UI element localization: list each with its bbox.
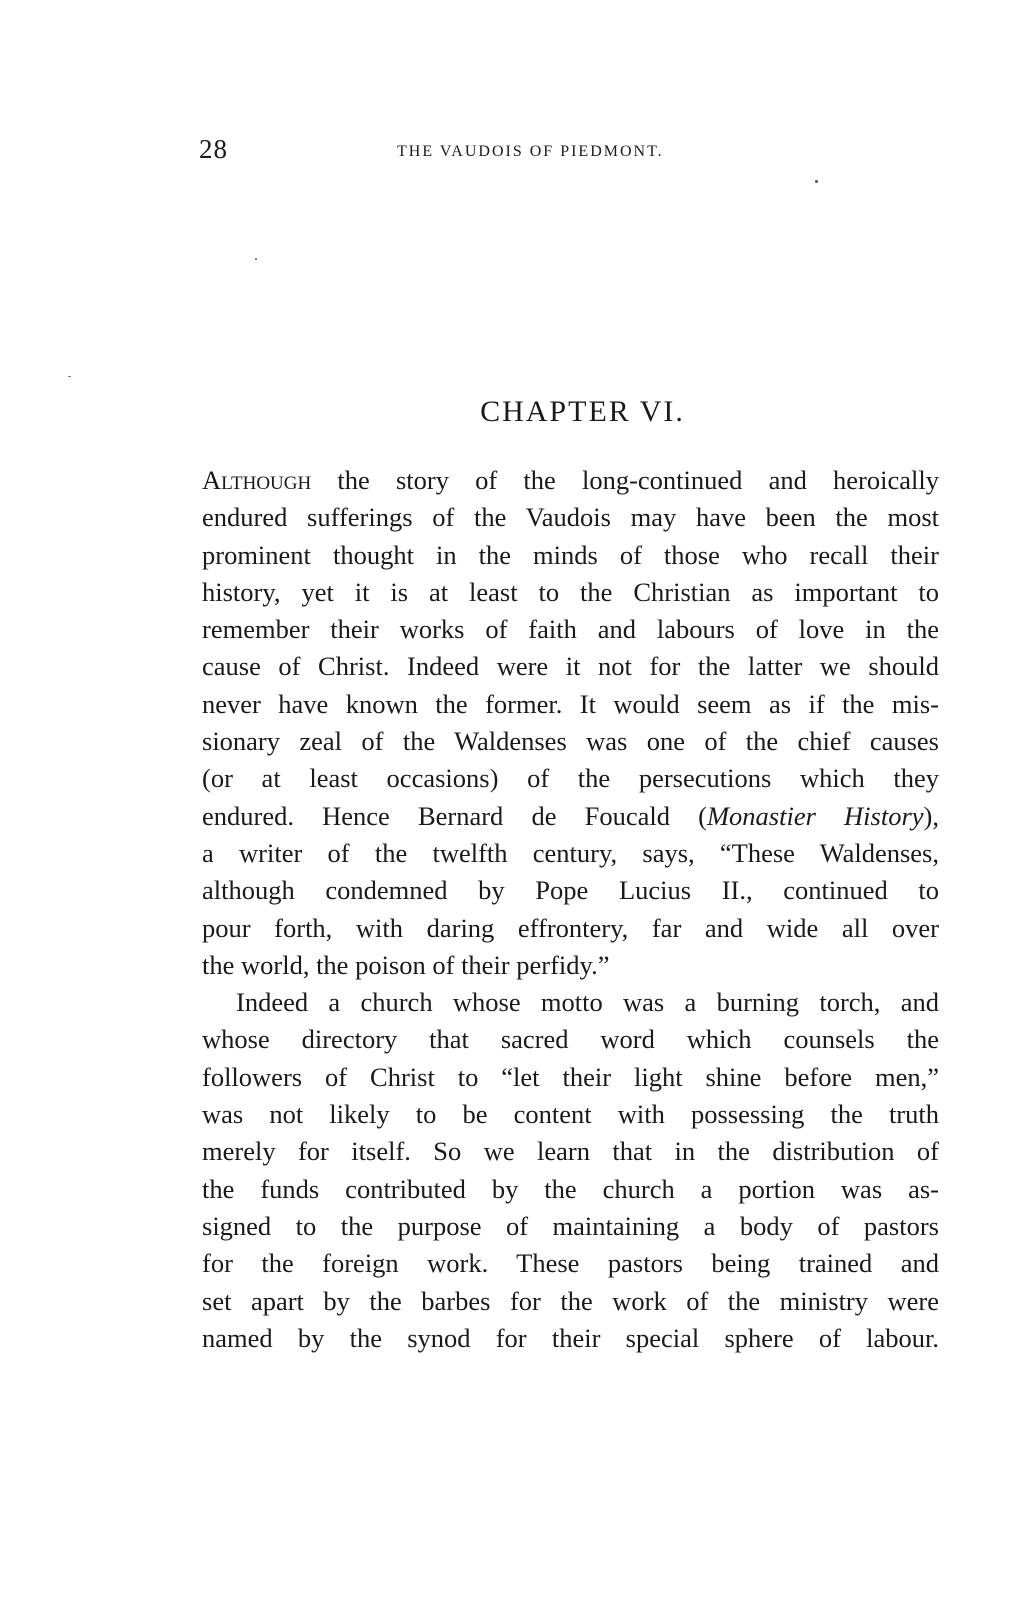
text-line: never have known the former. It would seem as if the mis- (202, 688, 939, 719)
text-line: remember their works of faith and labours of love in the (202, 614, 939, 645)
text-line: whose directory that sacred word which counsels the (202, 1024, 939, 1055)
text-line: sionary zeal of the Waldenses was one of the chief causes (202, 726, 939, 757)
text-line: set apart by the barbes for the work of the ministry were (202, 1285, 939, 1316)
text-line (202, 462, 939, 499)
text-line: named by the synod for their special sphere of labour. (202, 1322, 939, 1353)
text-line (202, 798, 939, 835)
text-line: prominent thought in the minds of those who recall their (202, 539, 939, 570)
text-line-fragment: the story of the long-continued and heroically (311, 465, 939, 495)
text-line: merely for itself. So we learn that in the distribution of (202, 1136, 939, 1167)
text-line: (or at least occasions) of the persecutions which they (202, 763, 939, 794)
text-line: cause of Christ. Indeed were it not for the latter we should (202, 651, 939, 682)
text-line: Indeed a church whose motto was a burning torch, and (236, 987, 939, 1018)
text-line: the world, the poison of their perfidy.” (202, 949, 610, 980)
print-speck (255, 258, 257, 260)
text-line: signed to the purpose of maintaining a body of pastors (202, 1210, 939, 1241)
page-number: 28 (199, 134, 228, 164)
text-line: pour forth, with daring effrontery, far and wide all over (202, 912, 939, 943)
print-speck (68, 376, 71, 377)
text-line-fragment: endured. Hence Bernard de Foucald ( (202, 800, 707, 831)
print-speck (815, 180, 818, 183)
running-head: THE VAUDOIS OF PIEDMONT. (397, 143, 664, 160)
text-line: for the foreign work. These pastors being trained and (202, 1248, 939, 1279)
text-line: followers of Christ to “let their light shine before men,” (202, 1061, 939, 1092)
italic-title: Monastier History (706, 800, 924, 831)
chapter-title: CHAPTER VI. (480, 395, 685, 428)
text-line: endured sufferings of the Vaudois may have been the most (202, 502, 939, 533)
text-line: although condemned by Pope Lucius II., continued to (202, 875, 939, 906)
lead-word: Although (202, 465, 312, 495)
text-line: was not likely to be content with possessing the truth (202, 1099, 939, 1130)
body-text (202, 462, 939, 1357)
text-line: the funds contributed by the church a portion was as- (202, 1173, 939, 1204)
text-line: history, yet it is at least to the Christian as important to (202, 576, 939, 607)
text-line-fragment: ), (923, 800, 939, 831)
text-line: a writer of the twelfth century, says, “These Waldenses, (202, 837, 939, 868)
